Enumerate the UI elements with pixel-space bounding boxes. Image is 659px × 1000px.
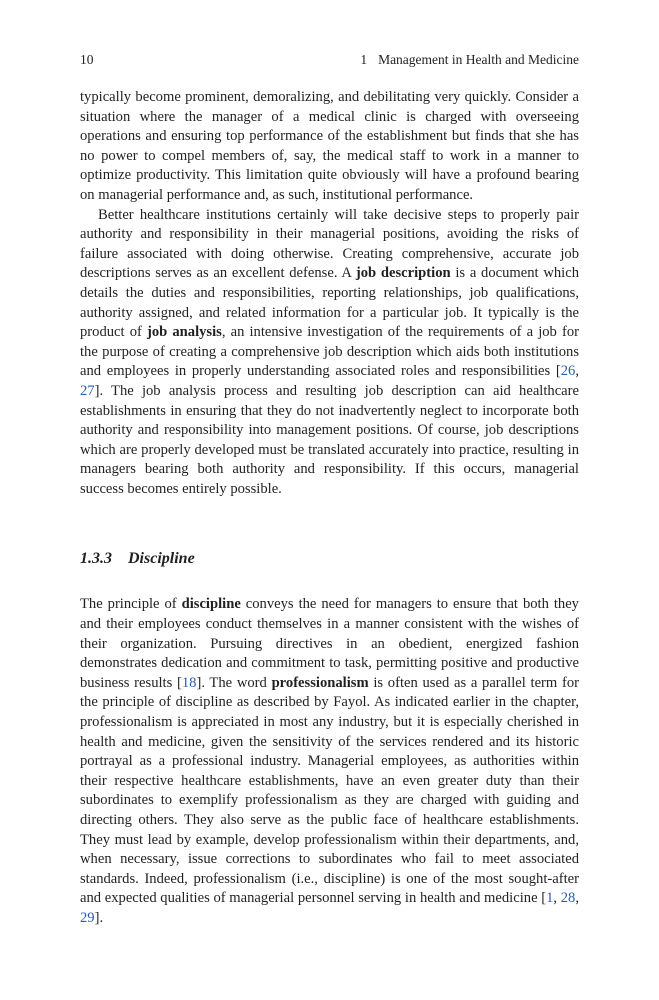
text-run: ]. The job analysis process and resulting job description can aid healthcare establishments in ensuring that they do not inadvertently neglect to incorporate both authority and responsibility into management positions. Of course, job descriptions which are properly developed must be translated accurately into practice, resulting in managers bearing both authority and responsibility. If this occurs, managerial success becomes entirely possible.: [80, 382, 579, 497]
text-run: ]. The word: [196, 674, 272, 691]
text-run: is a document which details the duties and responsibilities, reporting relationships, job qualifications, authority assigned, and related information for a particular job. It typically is the product of: [80, 265, 579, 341]
text-run: The principle of: [80, 596, 182, 613]
citation-link[interactable]: 1: [546, 890, 554, 907]
page-number: 10: [80, 52, 94, 67]
section-heading: [80, 549, 579, 569]
page-body: [80, 88, 579, 929]
running-header: [80, 52, 579, 72]
citation-link[interactable]: 27: [80, 382, 95, 399]
section-title: Discipline: [128, 550, 195, 568]
paragraph-continued: typically become prominent, demoralizing, and debilitating very quickly. Consider a situation where the manager of a medical clinic is charged with overseeing operations and ensuring top performance of the establishment but finds that she has no power to compel members of, say, the medical staff to work in a manner to optimize productivity. This limitation quite obviously will have a profound bearing on managerial performance and, as such, institutional performance.: [80, 89, 579, 203]
text-run: is often used as a parallel term for the principle of discipline as described by Fayol. As indicated earlier in the chapter, professionalism is appreciated in most any industry, but it is especially cherished in health and medicine, given the sensitivity of the services rendered and its historic portrayal as a professional industry. Managerial employees, as authorities within their respective healthcare establishments, have an even greater duty than their subordinates to exemplify professionalism as they are charged with guiding and directing others. They also serve as the public face of healthcare establishments. They must lead by example, develop professionalism within their departments, and, when necessary, issue corrections to subordinates who fail to meet associated standards. Indeed, professionalism (i.e., discipline) is one of the most sought-after and expected qualities of managerial personnel serving in health and medicine [: [80, 674, 579, 907]
chapter-number: 1: [360, 52, 368, 67]
term-professionalism: professionalism: [271, 674, 369, 691]
text-run: conveys the need for managers to ensure that both they and their employees conduct themselves in a manner consistent with the wishes of their organization. Pursuing directives in an obedient, energized fashion demonstrates dedication and commitment to task, permitting positive and productive business results [: [80, 596, 579, 691]
term-job-analysis: job analysis: [146, 324, 222, 341]
paragraph-discipline: [80, 595, 579, 928]
citation-link[interactable]: 26: [560, 363, 576, 380]
running-title: [360, 52, 579, 68]
text-run: Better healthcare institutions certainly will take decisive steps to properly pair authority and responsibility in their managerial positions, avoiding the risks of failure associated with doing otherwise. Creating comprehensive, accurate job descriptions serves as an excellent defense. A: [80, 206, 579, 282]
section-number: 1.3.3: [80, 550, 112, 568]
term-job-description: job description: [355, 265, 451, 282]
term-discipline: discipline: [181, 596, 241, 613]
text-run: ].: [94, 909, 104, 926]
paragraph-job-description: [80, 206, 579, 500]
text-run: , an intensive investigation of the requirements of a job for the purpose of creating a comprehensive job description which aids both institutions and employees in properly understanding associated roles and responsibilities [: [80, 324, 579, 380]
chapter-title: Management in Health and Medicine: [378, 52, 579, 67]
citation-link[interactable]: 18: [181, 674, 197, 691]
text-run: ,: [553, 890, 561, 907]
text-run: ,: [575, 890, 579, 907]
text-run: ,: [575, 363, 579, 380]
citation-link[interactable]: 29: [80, 909, 95, 926]
citation-link[interactable]: 28: [560, 890, 576, 907]
